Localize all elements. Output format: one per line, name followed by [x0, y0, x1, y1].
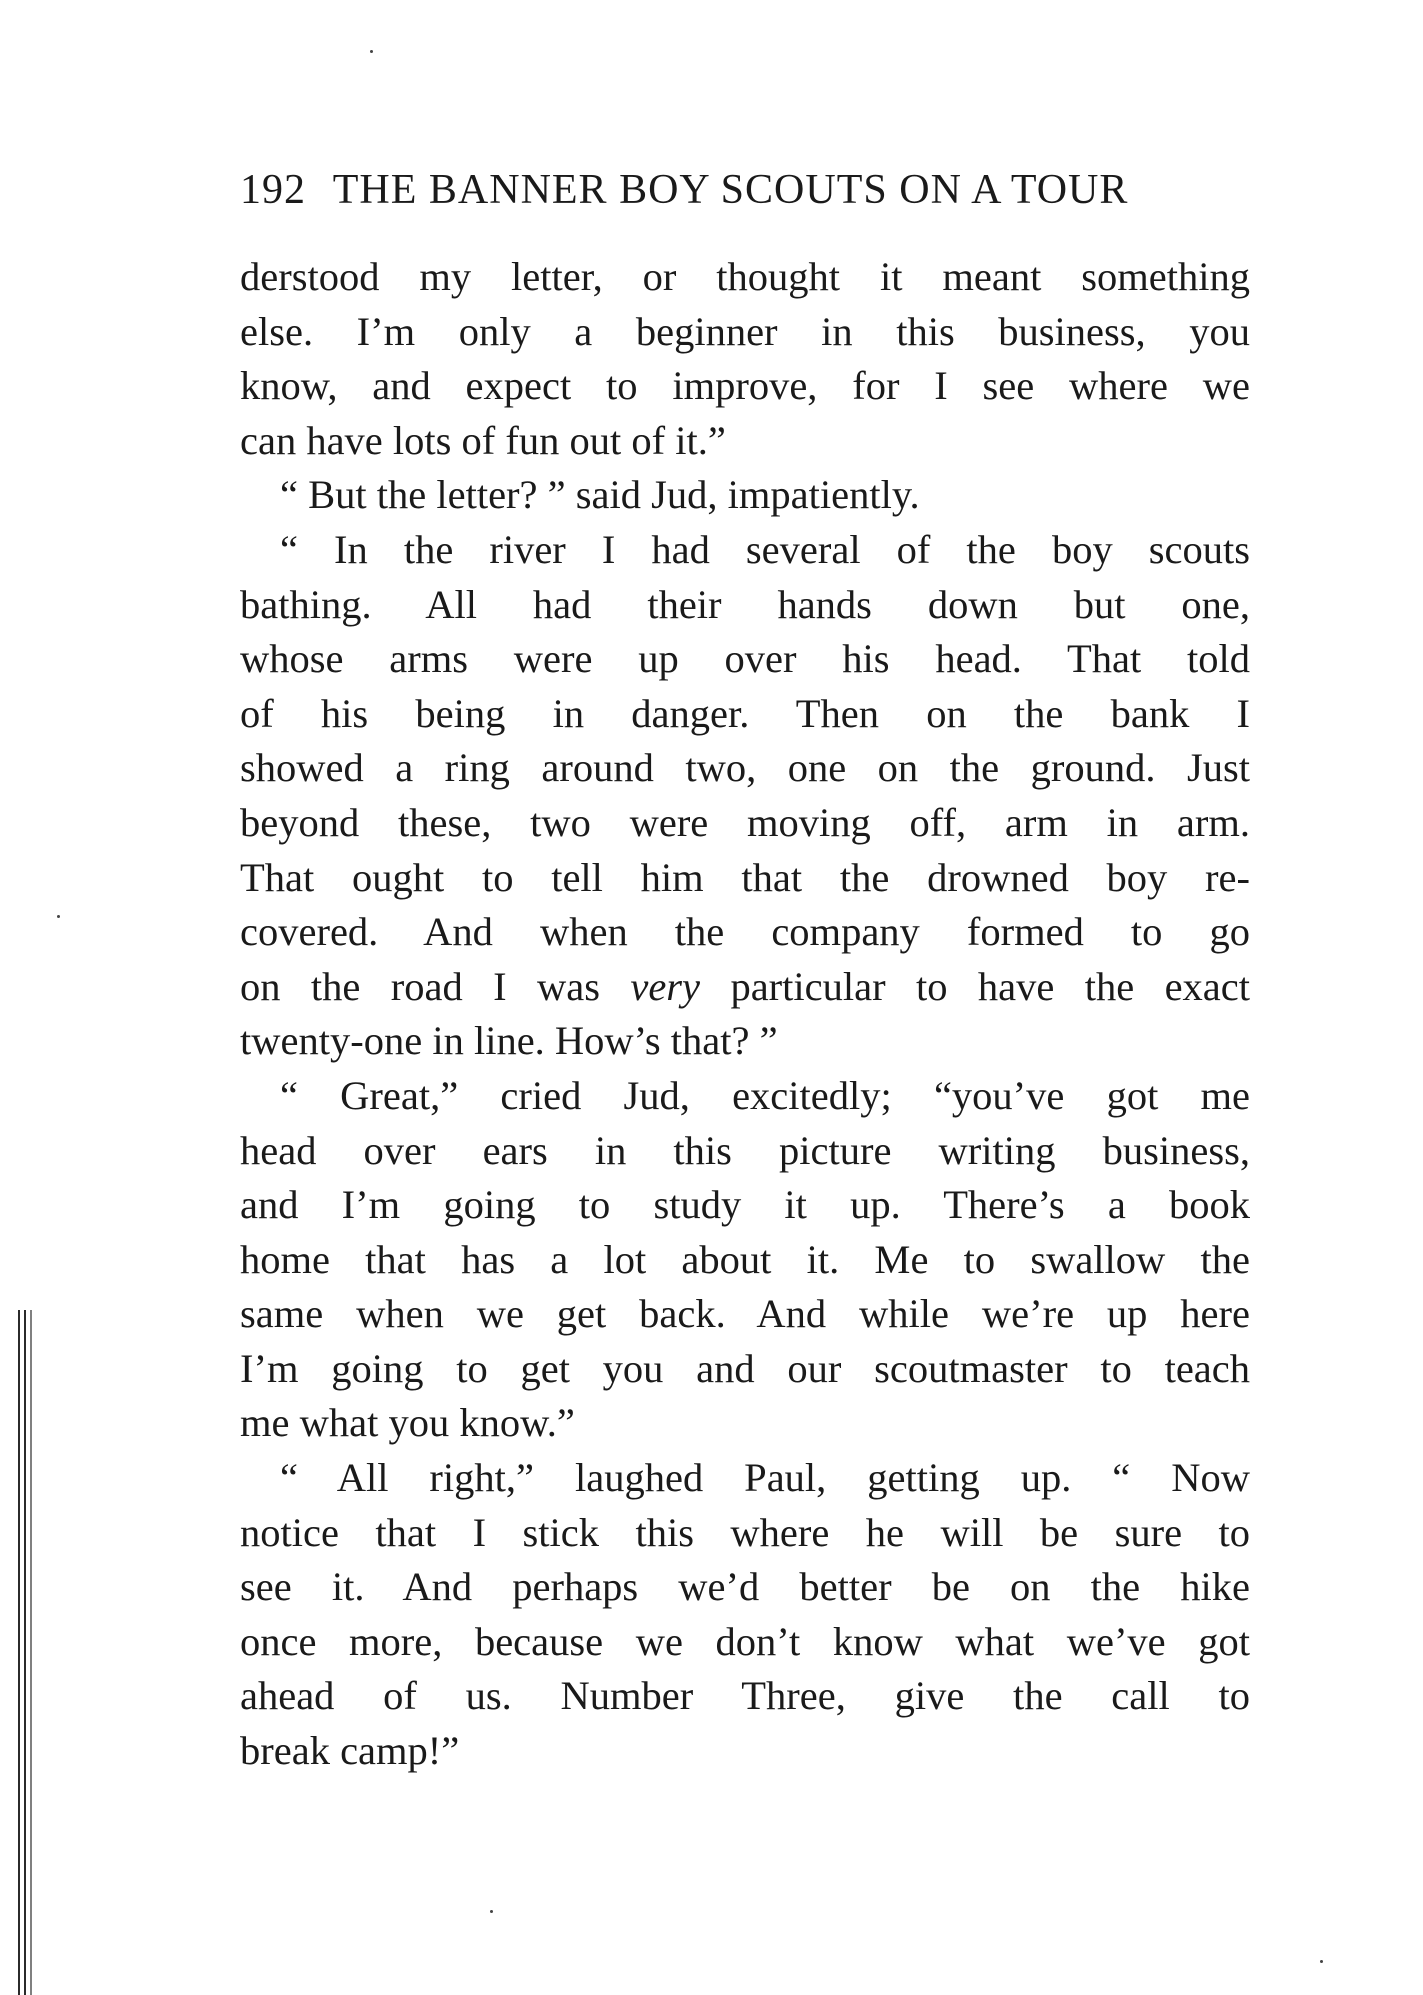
text-line: showed a ring around two, one on the ground. Just	[240, 745, 1250, 791]
text-line: home that has a lot about it. Me to swallow the	[240, 1236, 1250, 1282]
text-line: “ But the letter? ” said Jud, impatiently.	[280, 472, 920, 518]
text-line: covered. And when the company formed to go	[240, 909, 1250, 955]
text-line: head over ears in this picture writing business,	[240, 1127, 1250, 1173]
text-line: can have lots of fun out of it.”	[240, 417, 726, 463]
scan-speck	[370, 50, 373, 53]
text-line-with-emphasis	[240, 960, 1250, 1015]
page-number: 192	[240, 167, 306, 213]
text-line: beyond these, two were moving off, arm in arm.	[240, 799, 1250, 845]
binding-gutter-marks	[18, 1310, 40, 1995]
text-line: notice that I stick this where he will be sure to	[240, 1509, 1250, 1555]
body-text	[240, 250, 1250, 1779]
text-line: whose arms were up over his head. That told	[240, 636, 1250, 682]
text-line: bathing. All had their hands down but one,	[240, 581, 1250, 627]
text-line: derstood my letter, or thought it meant something	[240, 254, 1250, 299]
gutter-line	[24, 1310, 26, 1995]
text-line: else. I’m only a beginner in this business, you	[240, 308, 1250, 354]
emphasized-word: very	[630, 963, 701, 1009]
text-line: same when we get back. And while we’re up here	[240, 1291, 1250, 1337]
text-line: see it. And perhaps we’d better be on the hike	[240, 1564, 1250, 1610]
gutter-line	[18, 1310, 20, 1995]
text-line: and I’m going to study it up. There’s a book	[240, 1182, 1250, 1228]
scan-speck	[1320, 1960, 1323, 1963]
text-segment: on the road I was	[240, 963, 600, 1009]
text-line: “ Great,” cried Jud, excitedly; “you’ve got me	[280, 1072, 1250, 1118]
scan-speck	[57, 915, 60, 918]
text-line: twenty-one in line. How’s that? ”	[240, 1018, 778, 1064]
running-header	[240, 166, 1250, 214]
text-line: me what you know.”	[240, 1400, 575, 1446]
text-line: once more, because we don’t know what we’ve got	[240, 1618, 1250, 1664]
gutter-line	[30, 1310, 32, 1995]
text-line: of his being in danger. Then on the bank I	[240, 690, 1250, 736]
text-line: “ In the river I had several of the boy scouts	[280, 526, 1250, 572]
scan-speck	[490, 1910, 493, 1913]
text-line: ahead of us. Number Three, give the call to	[240, 1673, 1250, 1719]
running-title: THE BANNER BOY SCOUTS ON A TOUR	[332, 167, 1129, 213]
text-segment: particular to have the exact	[730, 963, 1250, 1009]
text-line: I’m going to get you and our scoutmaster to teach	[240, 1345, 1250, 1391]
text-line: “ All right,” laughed Paul, getting up. “ Now	[280, 1455, 1250, 1501]
text-line: That ought to tell him that the drowned boy re-	[240, 854, 1250, 900]
text-line: know, and expect to improve, for I see where we	[240, 363, 1250, 409]
text-line: break camp!”	[240, 1728, 460, 1774]
